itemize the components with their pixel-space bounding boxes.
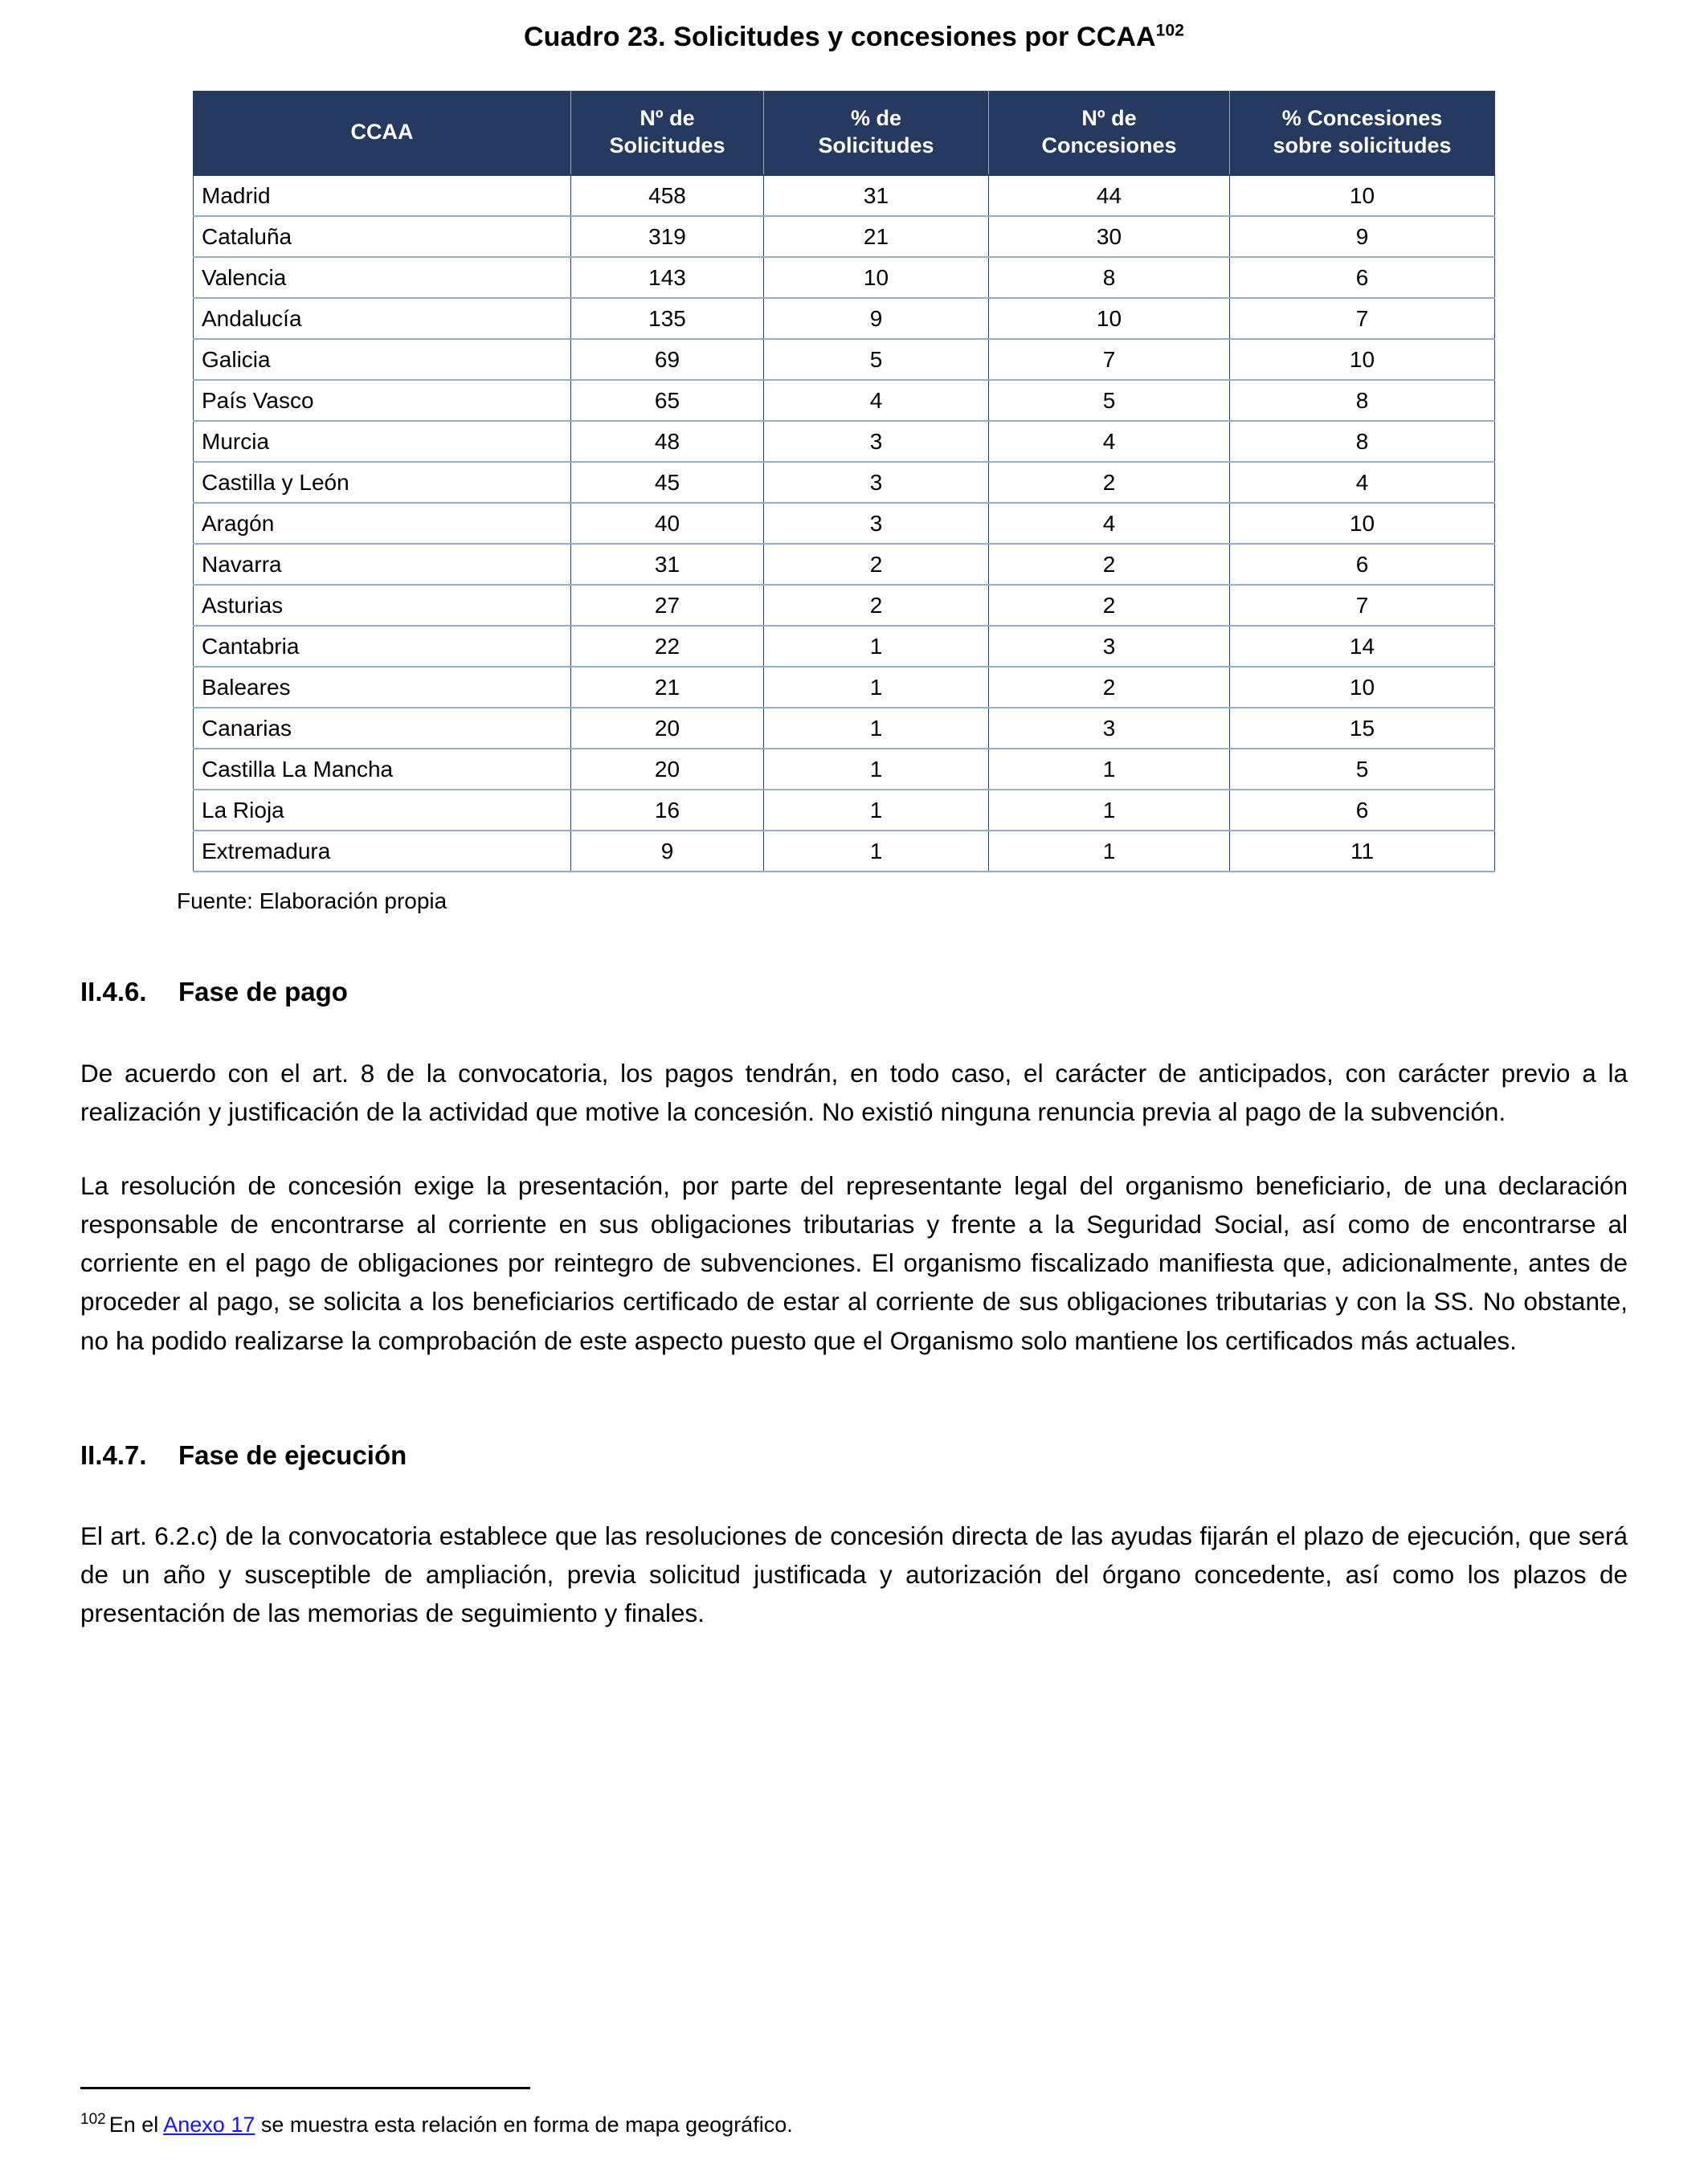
table-row xyxy=(194,708,1495,749)
cell-pct-concesiones: 11 xyxy=(1230,831,1495,872)
footnote-number: 102 xyxy=(80,2110,106,2128)
column-header-num-solicitudes-line1: Nº de xyxy=(639,105,695,130)
footnote-102 xyxy=(80,2110,1628,2139)
cell-num-solicitudes: 40 xyxy=(571,503,764,544)
table-row xyxy=(194,421,1495,462)
column-header-pct-concesiones xyxy=(1230,91,1495,175)
table-row xyxy=(194,544,1495,585)
cell-pct-concesiones: 7 xyxy=(1230,585,1495,626)
cell-pct-concesiones: 15 xyxy=(1230,708,1495,749)
cell-pct-concesiones: 10 xyxy=(1230,503,1495,544)
table-header-row xyxy=(194,91,1495,175)
cell-ccaa: Madrid xyxy=(194,175,571,216)
section-number-ii-4-7: II.4.7. xyxy=(80,1439,147,1470)
column-header-pct-solicitudes xyxy=(764,91,989,175)
cell-pct-solicitudes: 1 xyxy=(764,626,989,667)
cell-num-concesiones: 44 xyxy=(989,175,1230,216)
table-row xyxy=(194,831,1495,872)
cell-num-solicitudes: 22 xyxy=(571,626,764,667)
table-row xyxy=(194,667,1495,708)
cell-num-solicitudes: 48 xyxy=(571,421,764,462)
table-row xyxy=(194,339,1495,380)
cell-num-concesiones: 3 xyxy=(989,708,1230,749)
cell-num-concesiones: 4 xyxy=(989,421,1230,462)
cell-pct-solicitudes: 1 xyxy=(764,667,989,708)
cell-ccaa: Valencia xyxy=(194,257,571,298)
cell-ccaa: Baleares xyxy=(194,667,571,708)
cell-pct-solicitudes: 1 xyxy=(764,708,989,749)
cell-pct-solicitudes: 3 xyxy=(764,503,989,544)
section-title-ii-4-6: Fase de pago xyxy=(178,977,348,1007)
cell-num-concesiones: 1 xyxy=(989,831,1230,872)
spacer xyxy=(80,916,1628,975)
cell-pct-concesiones: 8 xyxy=(1230,380,1495,421)
table-row xyxy=(194,380,1495,421)
cell-num-solicitudes: 20 xyxy=(571,749,764,790)
cell-pct-concesiones: 6 xyxy=(1230,544,1495,585)
table-row xyxy=(194,503,1495,544)
cell-num-concesiones: 4 xyxy=(989,503,1230,544)
cell-ccaa: Asturias xyxy=(194,585,571,626)
table-row xyxy=(194,462,1495,503)
paragraph-fase-de-ejecucion-1: El art. 6.2.c) de la convocatoria establece que las resoluciones de concesión directa de las ayudas fijarán el plazo de ejecución, que será de un año y susceptible de ampliación, previa solicitud justificada y autorización del órgano concedente, así como los plazos de presentación de las memorias de seguimiento y finales. xyxy=(80,1521,1628,1628)
footnote-area xyxy=(80,2087,1628,2139)
section-heading-ii-4-7 xyxy=(80,1439,1628,1472)
column-header-num-solicitudes-line2: Solicitudes xyxy=(609,133,725,158)
cell-num-concesiones: 1 xyxy=(989,749,1230,790)
cell-num-solicitudes: 31 xyxy=(571,544,764,585)
spacer xyxy=(80,1472,1628,1517)
footnote-anexo-17-link[interactable]: Anexo 17 xyxy=(163,2112,255,2137)
cell-num-solicitudes: 69 xyxy=(571,339,764,380)
table-header xyxy=(194,91,1495,175)
table-row xyxy=(194,257,1495,298)
paragraph-fase-de-pago-2: La resolución de concesión exige la presentación, por parte del representante legal del organismo beneficiario, de una declaración responsable de encontrarse al corriente en sus obligaciones tributarias y frente a la Seguridad Social, así como de encontrarse al corriente en el pago de obligaciones por reintegro de subvenciones. El organismo fiscalizado manifiesta que, adicionalmente, antes de proceder al pago, se solicita a los beneficiarios certificado de estar al corriente de sus obligaciones tributarias y con la SS. No obstante, no ha podido realizarse la comprobación de este aspecto puesto que el Organismo solo mantiene los certificados más actuales. xyxy=(80,1170,1628,1355)
cell-pct-concesiones: 7 xyxy=(1230,298,1495,339)
column-header-pct-solicitudes-line2: Solicitudes xyxy=(818,133,934,158)
cell-num-concesiones: 2 xyxy=(989,462,1230,503)
cell-num-solicitudes: 9 xyxy=(571,831,764,872)
column-header-pct-solicitudes-line1: % de xyxy=(850,105,902,130)
cell-ccaa: Galicia xyxy=(194,339,571,380)
table-row xyxy=(194,298,1495,339)
column-header-pct-concesiones-line2: sobre solicitudes xyxy=(1273,133,1452,158)
cell-num-solicitudes: 20 xyxy=(571,708,764,749)
cell-ccaa: La Rioja xyxy=(194,790,571,831)
cell-num-concesiones: 2 xyxy=(989,544,1230,585)
table-caption xyxy=(80,0,1628,54)
cell-ccaa: Canarias xyxy=(194,708,571,749)
column-header-num-solicitudes xyxy=(571,91,764,175)
column-header-ccaa xyxy=(194,91,571,175)
cell-ccaa: Castilla y León xyxy=(194,462,571,503)
footnote-text-after-link: se muestra esta relación en forma de mapa geográfico. xyxy=(255,2112,793,2137)
source-note: Fuente: Elaboración propia xyxy=(177,888,447,913)
cell-num-solicitudes: 16 xyxy=(571,790,764,831)
cell-pct-solicitudes: 2 xyxy=(764,544,989,585)
cell-ccaa: Navarra xyxy=(194,544,571,585)
column-header-num-concesiones-line1: Nº de xyxy=(1081,105,1137,130)
cell-num-concesiones: 1 xyxy=(989,790,1230,831)
cell-pct-solicitudes: 31 xyxy=(764,175,989,216)
cell-num-concesiones: 30 xyxy=(989,216,1230,257)
cell-pct-solicitudes: 10 xyxy=(764,257,989,298)
cell-ccaa: País Vasco xyxy=(194,380,571,421)
cell-pct-concesiones: 5 xyxy=(1230,749,1495,790)
table-caption-text: Cuadro 23. Solicitudes y concesiones por CCAA xyxy=(523,22,1156,52)
solicitudes-concesiones-table xyxy=(193,91,1495,872)
cell-pct-concesiones: 10 xyxy=(1230,339,1495,380)
cell-num-concesiones: 5 xyxy=(989,380,1230,421)
section-number-ii-4-6: II.4.6. xyxy=(80,977,147,1007)
column-header-num-concesiones-line2: Concesiones xyxy=(1041,133,1177,158)
cell-num-solicitudes: 143 xyxy=(571,257,764,298)
column-header-pct-concesiones-line1: % Concesiones xyxy=(1281,105,1443,130)
cell-num-concesiones: 10 xyxy=(989,298,1230,339)
table-row xyxy=(194,749,1495,790)
cell-pct-concesiones: 9 xyxy=(1230,216,1495,257)
cell-num-concesiones: 8 xyxy=(989,257,1230,298)
table-row xyxy=(194,216,1495,257)
cell-pct-solicitudes: 5 xyxy=(764,339,989,380)
cell-pct-solicitudes: 3 xyxy=(764,462,989,503)
cell-num-solicitudes: 458 xyxy=(571,175,764,216)
cell-ccaa: Aragón xyxy=(194,503,571,544)
table-body xyxy=(194,175,1495,872)
cell-ccaa: Murcia xyxy=(194,421,571,462)
cell-pct-solicitudes: 1 xyxy=(764,790,989,831)
table-caption-footnote-marker: 102 xyxy=(1155,21,1185,40)
cell-pct-solicitudes: 9 xyxy=(764,298,989,339)
cell-num-solicitudes: 21 xyxy=(571,667,764,708)
table-row xyxy=(194,790,1495,831)
cell-ccaa: Castilla La Mancha xyxy=(194,749,571,790)
cell-pct-solicitudes: 21 xyxy=(764,216,989,257)
cell-num-concesiones: 2 xyxy=(989,667,1230,708)
spacer xyxy=(80,1360,1628,1439)
cell-num-concesiones: 7 xyxy=(989,339,1230,380)
cell-pct-solicitudes: 3 xyxy=(764,421,989,462)
section-heading-ii-4-6 xyxy=(80,975,1628,1008)
cell-pct-concesiones: 10 xyxy=(1230,175,1495,216)
cell-pct-concesiones: 10 xyxy=(1230,667,1495,708)
column-header-ccaa-label: CCAA xyxy=(350,120,414,145)
cell-num-solicitudes: 319 xyxy=(571,216,764,257)
section-title-ii-4-7: Fase de ejecución xyxy=(178,1439,407,1470)
cell-pct-concesiones: 8 xyxy=(1230,421,1495,462)
spacer xyxy=(80,1009,1628,1054)
footnote-separator-rule xyxy=(80,2087,530,2089)
cell-ccaa: Cataluña xyxy=(194,216,571,257)
cell-pct-concesiones: 6 xyxy=(1230,257,1495,298)
cell-pct-solicitudes: 1 xyxy=(764,749,989,790)
spacer xyxy=(80,1131,1628,1166)
cell-ccaa: Cantabria xyxy=(194,626,571,667)
cell-num-concesiones: 3 xyxy=(989,626,1230,667)
cell-num-solicitudes: 135 xyxy=(571,298,764,339)
cell-pct-concesiones: 14 xyxy=(1230,626,1495,667)
footnote-text-before-link: En el xyxy=(108,2112,164,2137)
table-row xyxy=(194,175,1495,216)
cell-num-concesiones: 2 xyxy=(989,585,1230,626)
cell-pct-concesiones: 4 xyxy=(1230,462,1495,503)
cell-num-solicitudes: 45 xyxy=(571,462,764,503)
cell-ccaa: Extremadura xyxy=(194,831,571,872)
cell-ccaa: Andalucía xyxy=(194,298,571,339)
table-container xyxy=(80,91,1628,872)
cell-pct-solicitudes: 4 xyxy=(764,380,989,421)
cell-num-solicitudes: 65 xyxy=(571,380,764,421)
table-row xyxy=(194,585,1495,626)
column-header-num-concesiones xyxy=(989,91,1230,175)
cell-num-solicitudes: 27 xyxy=(571,585,764,626)
paragraph-fase-de-pago-1: De acuerdo con el art. 8 de la convocatoria, los pagos tendrán, en todo caso, el carácter de anticipados, con carácter previo a la realización y justificación de la actividad que motive la concesión. No existió ninguna renuncia previa al pago de la subvención. xyxy=(80,1058,1628,1126)
cell-pct-solicitudes: 1 xyxy=(764,831,989,872)
cell-pct-concesiones: 6 xyxy=(1230,790,1495,831)
cell-pct-solicitudes: 2 xyxy=(764,585,989,626)
table-row xyxy=(194,626,1495,667)
